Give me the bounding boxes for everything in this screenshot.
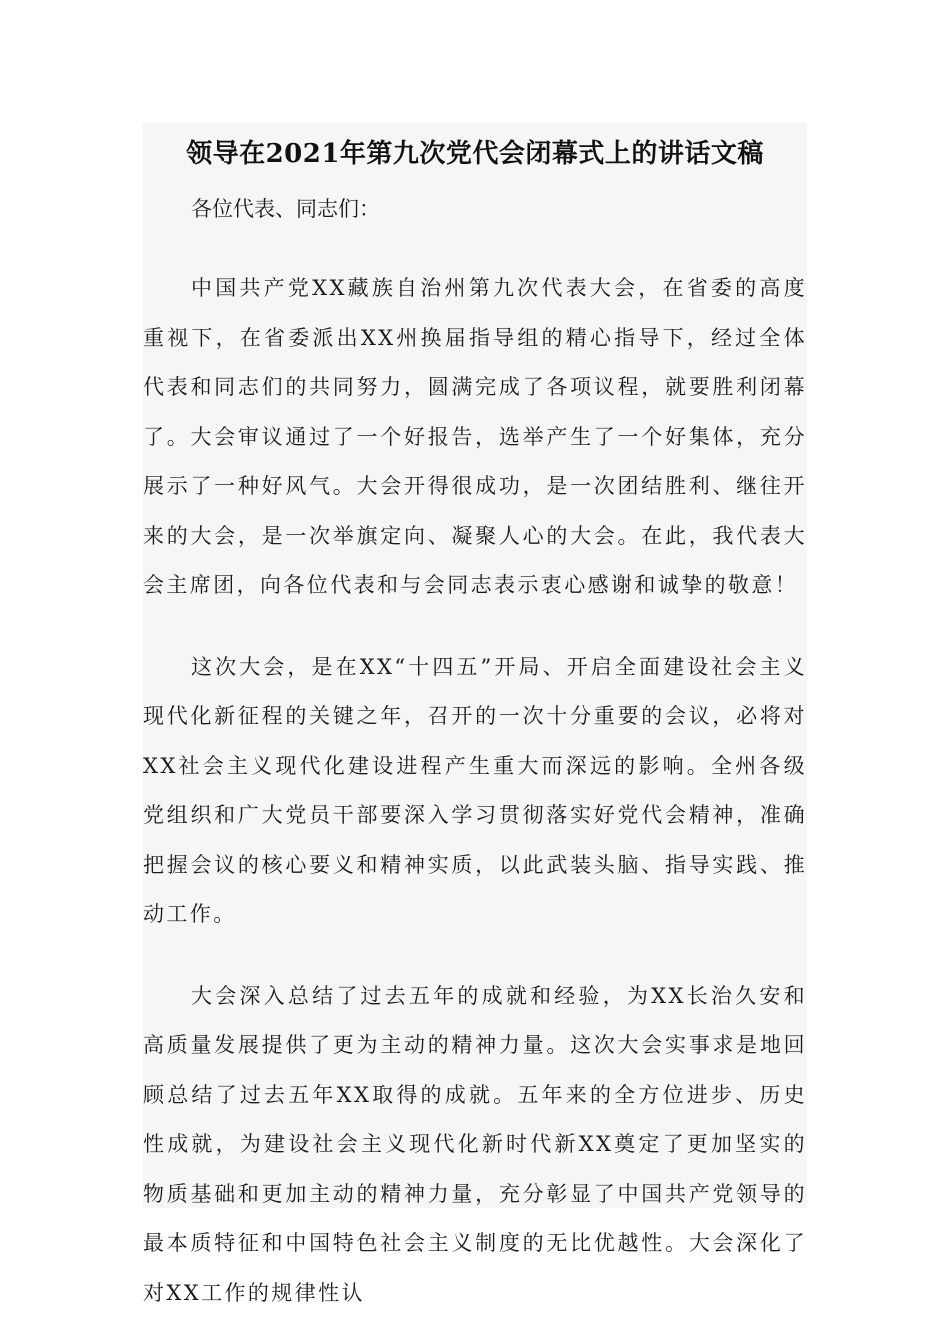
document-title: 领导在2021年第九次党代会闭幕式上的讲话文稿 <box>186 139 764 169</box>
salutation: 各位代表、同志们： <box>191 197 380 221</box>
paragraph-1: 中国共产党XX藏族自治州第九次代表大会，在省委的高度重视下，在省委派出XX州换届指导组的精心指导下，经过全体代表和同志们的共同努力，圆满完成了各项议程，就要胜利闭幕了。大会审议通过了一个好报告，选举产生了一个好集体，充分展示了一种好风气。大会开得很成功，是一次团结胜利、继往开来的大会，是一次举旗定向、凝聚人心的大会。在此，我代表大会主席团，向各位代表和与会同志表示衷心感谢和诚挚的敬意！ <box>143 276 807 597</box>
paragraph-3: 大会深入总结了过去五年的成就和经验，为XX长治久安和高质量发展提供了更为主动的精神力量。这次大会实事求是地回顾总结了过去五年XX取得的成就。五年来的全方位进步、历史性成就，为建设社会主义现代化新时代新XX奠定了更加坚实的物质基础和更加主动的精神力量，充分彰显了中国共产党领导的最本质特征和中国特色社会主义制度的无比优越性。大会深化了对XX工作的规律性认 <box>143 983 807 1305</box>
paragraph-2: 这次大会，是在XX“十四五”开局、开启全面建设社会主义现代化新征程的关键之年，召开的一次十分重要的会议，必将对XX社会主义现代化建设进程产生重大而深远的影响。全州各级党组织和广大党员干部要深入学习贯彻落实好党代会精神，准确把握会议的核心要义和精神实质，以此武装头脑、指导实践、推动工作。 <box>143 654 807 926</box>
document-page <box>143 123 807 1305</box>
